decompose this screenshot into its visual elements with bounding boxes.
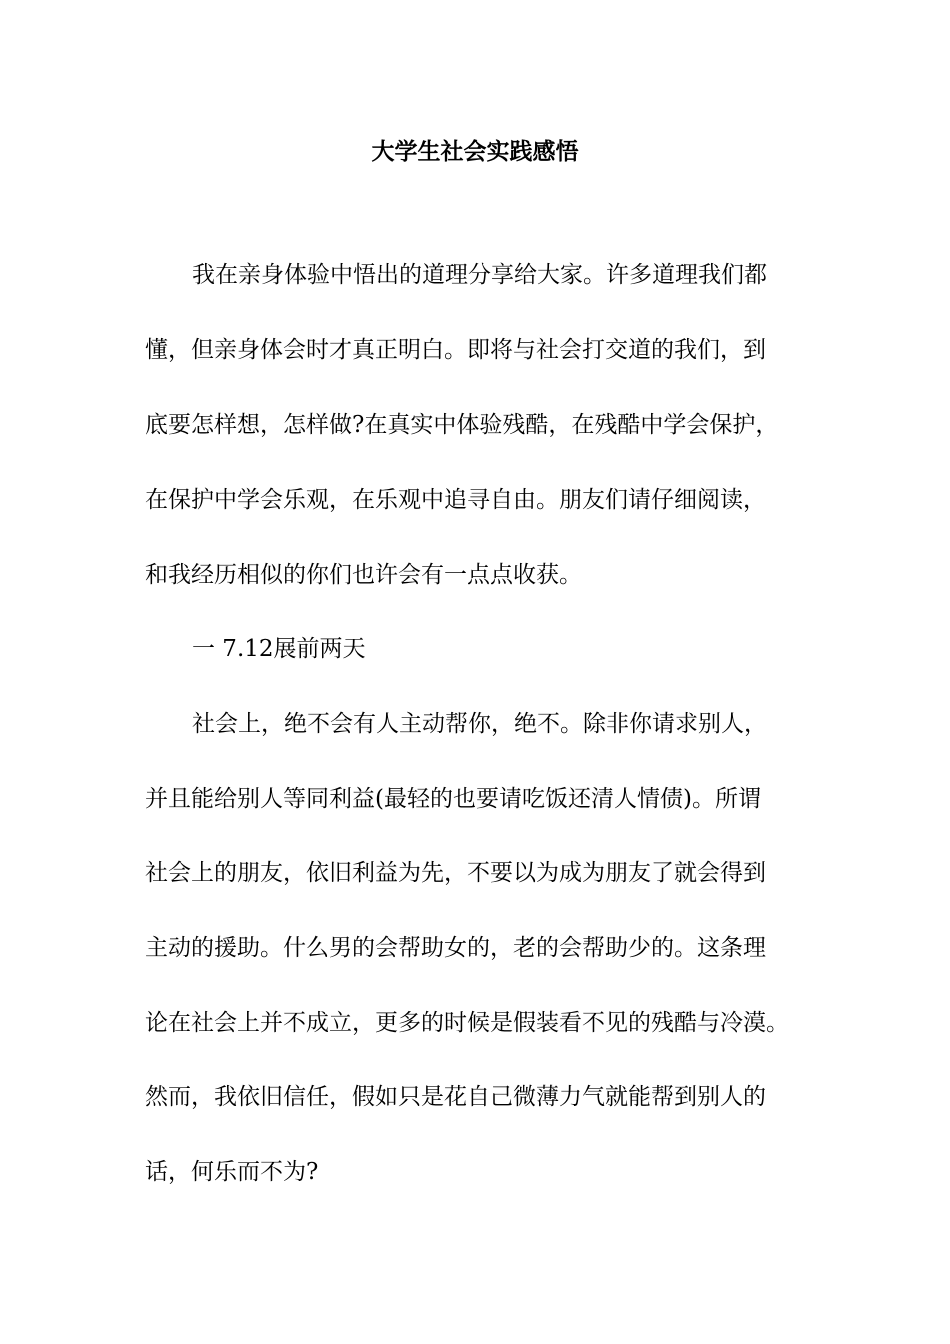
paragraph-line: 在保护中学会乐观，在乐观中追寻自由。朋友们请仔细阅读， xyxy=(145,487,766,513)
paragraph-line: 论在社会上并不成立，更多的时候是假装看不见的残酷与冷漠。 xyxy=(145,1010,789,1036)
paragraph-line: 并且能给别人等同利益(最轻的也要请吃饭还清人情债)。所谓 xyxy=(145,786,761,812)
paragraph-line: 和我经历相似的你们也许会有一点点收获。 xyxy=(145,562,582,588)
paragraph-line: 主动的援助。什么男的会帮助女的，老的会帮助少的。这条理 xyxy=(145,935,766,961)
paragraph-line: 我在亲身体验中悟出的道理分享给大家。许多道理我们都 xyxy=(192,262,767,288)
section-heading: 一 7.12展前两天 xyxy=(192,636,366,662)
paragraph-line: 社会上，绝不会有人主动帮你，绝不。除非你请求别人， xyxy=(192,711,767,737)
paragraph-line: 然而，我依旧信任，假如只是花自己微薄力气就能帮到别人的 xyxy=(145,1084,766,1110)
paragraph-line: 懂，但亲身体会时才真正明白。即将与社会打交道的我们，到 xyxy=(145,337,766,363)
paragraph-line: 社会上的朋友，依旧利益为先，不要以为成为朋友了就会得到 xyxy=(145,860,766,886)
paragraph-line: 话，何乐而不为? xyxy=(145,1159,319,1185)
document-title: 大学生社会实践感悟 xyxy=(371,138,579,165)
paragraph-line: 底要怎样想，怎样做?在真实中体验残酷，在残酷中学会保护， xyxy=(145,412,779,438)
